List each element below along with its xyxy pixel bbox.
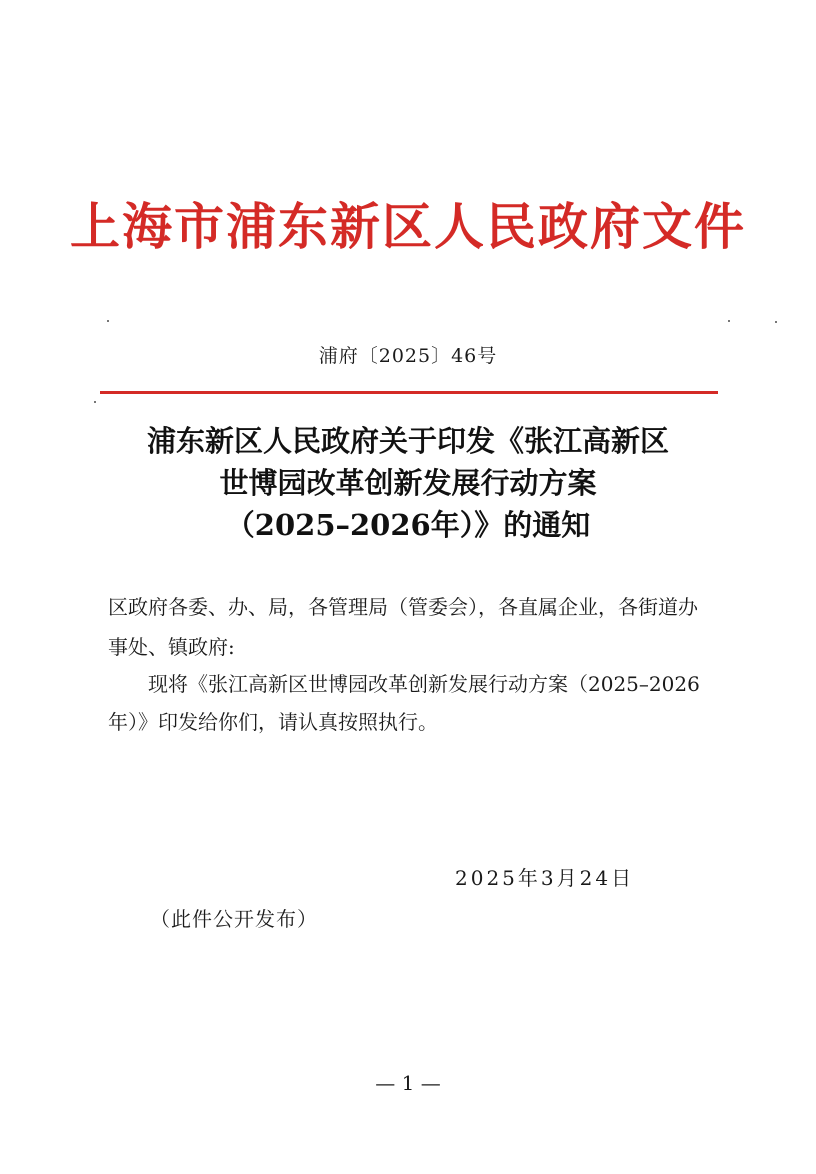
- page-number: — 1 —: [375, 1071, 441, 1095]
- document-title: [0, 420, 816, 546]
- scan-speck: [728, 320, 730, 322]
- document-number: 浦府〔2025〕46号: [318, 345, 498, 367]
- release-note: （此件公开发布）: [150, 907, 318, 931]
- title-line-3: （2025–2026年）》的通知: [225, 508, 591, 542]
- issue-date: 2025年3月24日: [455, 866, 635, 890]
- title-line-1: 浦东新区人民政府关于印发《张江高新区: [146, 424, 669, 458]
- body-paragraph: 现将《张江高新区世博园改革创新发展行动方案（2025–2026年）》印发给你们，请认真按照执行。: [108, 672, 700, 734]
- scan-speck: [775, 321, 777, 323]
- document-masthead: 上海市浦东新区人民政府文件: [70, 197, 746, 256]
- scan-speck: [107, 320, 109, 322]
- title-line-2: 世博园改革创新发展行动方案: [219, 466, 597, 500]
- scan-speck: [94, 401, 96, 403]
- red-separator-line: [100, 391, 718, 394]
- recipients-paragraph: 区政府各委、办、局，各管理局（管委会），各直属企业，各街道办事处、镇政府:: [108, 595, 698, 659]
